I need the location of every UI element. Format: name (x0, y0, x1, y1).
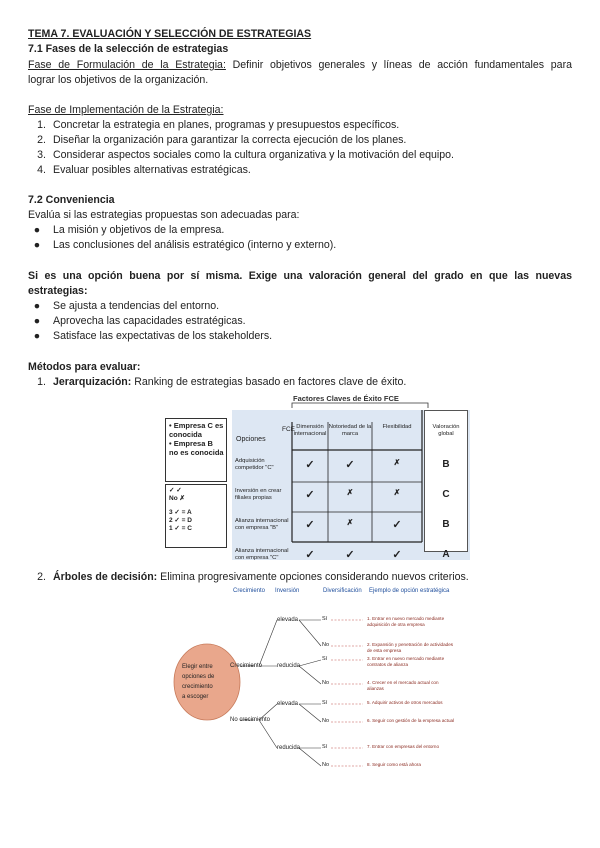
tree-node: elevada (277, 617, 299, 623)
fce-ranking-figure (165, 394, 470, 562)
formulacion-paragraph (28, 59, 572, 71)
fce-column-header: Valoración global (432, 424, 460, 437)
fce-figure-title: Factores Claves de Éxito FCE (293, 394, 399, 403)
fce-column-header: Flexibilidad (382, 424, 412, 430)
fce-mark: ✗ (346, 518, 354, 527)
fce-option-label: Alianza internacional con empresa "B" (235, 518, 289, 531)
tree-node: elevada (277, 701, 299, 707)
fce-mark: ✗ (346, 488, 354, 497)
fce-mark: ✓ (305, 519, 315, 531)
list-item: 2. Diseñar la organización para garantizar la correcta ejecución de los planes. (37, 134, 407, 146)
tree-node: reducida (277, 663, 301, 669)
tree-node: No crecimiento (230, 717, 271, 723)
fce-option-label: Adquisición competidor "C" (235, 458, 274, 471)
conveniencia-intro: Evalúa si las estrategias propuestas son adecuadas para: (28, 209, 300, 221)
corner-fce-label: FCE (282, 426, 295, 433)
section-7-2-heading: 7.2 Conveniencia (28, 194, 115, 206)
tree-leaf-label: No (322, 762, 330, 768)
tree-leaf-label: Sí (322, 700, 328, 706)
fce-mark: ✓ (392, 519, 402, 531)
fce-option-label: Inversión en crear filiales propias (235, 488, 282, 501)
tree-header: Ejemplo de opción estratégica (369, 588, 450, 594)
tree-leaf-label: No (322, 680, 330, 686)
formulacion-label: Fase de Formulación de la Estrategia: (28, 59, 226, 71)
tree-root: Elegir entre opciones de crecimiento a escoger (182, 664, 215, 700)
tree-outcome: 4. Crecer en el mercado actual con alianzas (367, 680, 439, 691)
fce-table (232, 410, 470, 560)
tree-leaf-label: No (322, 718, 330, 724)
score-legend-line: 1 ✓ = C (169, 525, 192, 532)
tree-outcome: 5. Adquirir activos de otros mercados (367, 700, 443, 705)
score-legend-line: 3 ✓ = A (169, 509, 192, 516)
metodos-heading: Métodos para evaluar: (28, 361, 141, 373)
fce-grade: A (442, 549, 450, 560)
tree-header: Crecimiento (233, 588, 266, 594)
fce-mark: ✓ (345, 459, 355, 471)
list-item: 1. Concretar la estrategia en planes, programas y presupuestos específicos. (37, 119, 400, 131)
tree-leaf-label: No (322, 642, 330, 648)
list-item: 4. Evaluar posibles alternativas estratégicas. (37, 164, 251, 176)
list-item: ● Satisface las expectativas de los stakeholders. (33, 330, 273, 342)
decision-tree-figure (173, 588, 463, 774)
document-title: TEMA 7. EVALUACIÓN Y SELECCIÓN DE ESTRATEGIAS (28, 28, 312, 40)
fce-column-header: Notoriedad de la marca (328, 424, 372, 437)
fce-column-header: Dimensión internacional (293, 424, 327, 437)
list-item: ● Las conclusiones del análisis estratégico (interno y externo). (33, 239, 337, 251)
fce-grade: B (442, 459, 450, 470)
tree-leaf-label: Sí (322, 616, 328, 622)
formulacion-text: Definir objetivos generales y líneas de acción fundamentales para (225, 59, 572, 71)
legend-item: • Empresa B no es conocida (169, 439, 224, 457)
list-item: ● La misión y objetivos de la empresa. (33, 224, 225, 236)
legend-item: • Empresa C es conocida (169, 421, 224, 439)
bold-paragraph-line-1: Si es una opción buena por sí misma. Exige una valoración general del grado en que las nuevas (28, 270, 572, 282)
tree-outcome: 7. Entrar con empresas del entorno (367, 744, 440, 749)
list-item: ● Se ajusta a tendencias del entorno. (33, 300, 220, 312)
tree-outcome: 3. Entrar en nuevo mercado mediante contratos de alianza (367, 656, 445, 667)
fce-mark: ✗ (393, 488, 401, 497)
bold-paragraph-line-2: estrategias: (28, 285, 88, 297)
tree-outcome: 2. Expansión y penetración de actividades de esta empresa (367, 642, 454, 653)
formulacion-text-line-2: lograr los objetivos de la organización. (28, 74, 209, 86)
list-item: 3. Considerar aspectos sociales como la cultura organizativa y la motivación del equipo. (37, 149, 455, 161)
score-legend-line: 2 ✓ = D (169, 517, 192, 524)
tree-header: Diversificación (323, 588, 362, 594)
fce-grade: B (442, 519, 450, 530)
fce-mark: ✗ (393, 458, 401, 467)
list-item: 2. Árboles de decisión: Elimina progresivamente opciones considerando nuevos criterios. (37, 571, 469, 583)
tree-outcome: 1. Entrar en nuevo mercado mediante adquisición de otra empresa (367, 616, 445, 627)
fce-bracket (290, 400, 430, 410)
score-legend-box (165, 484, 227, 548)
score-legend-line: ✓ ✓ (169, 487, 182, 494)
corner-opciones-label: Opciones (236, 436, 266, 443)
tree-header: Inversión (275, 588, 300, 594)
tree-node: Crecimiento (230, 663, 263, 669)
fce-mark: ✓ (305, 489, 315, 501)
implementacion-label: Fase de Implementación de la Estrategia: (28, 104, 224, 116)
legend-box (165, 418, 227, 482)
fce-option-label: Alianza internacional con empresa "C" (235, 548, 289, 561)
tree-leaf-label: Sí (322, 744, 328, 750)
tree-leaf-label: Sí (322, 656, 328, 662)
tree-outcome: 8. Seguir como está ahora (367, 762, 421, 767)
score-legend-line: No ✗ (169, 495, 185, 502)
list-item: 1. Jerarquización: Ranking de estrategias basado en factores clave de éxito. (37, 376, 407, 388)
list-item: ● Aprovecha las capacidades estratégicas. (33, 315, 246, 327)
section-7-1-heading: 7.1 Fases de la selección de estrategias (28, 43, 229, 55)
fce-grade: C (442, 489, 450, 500)
fce-mark: ✓ (305, 459, 315, 471)
fce-mark: ✓ (345, 549, 355, 561)
tree-node: reducida (277, 745, 301, 751)
fce-mark: ✓ (305, 549, 315, 561)
fce-mark: ✓ (392, 549, 402, 561)
tree-outcome: 6. Seguir con gestión de la empresa actual (367, 718, 455, 723)
